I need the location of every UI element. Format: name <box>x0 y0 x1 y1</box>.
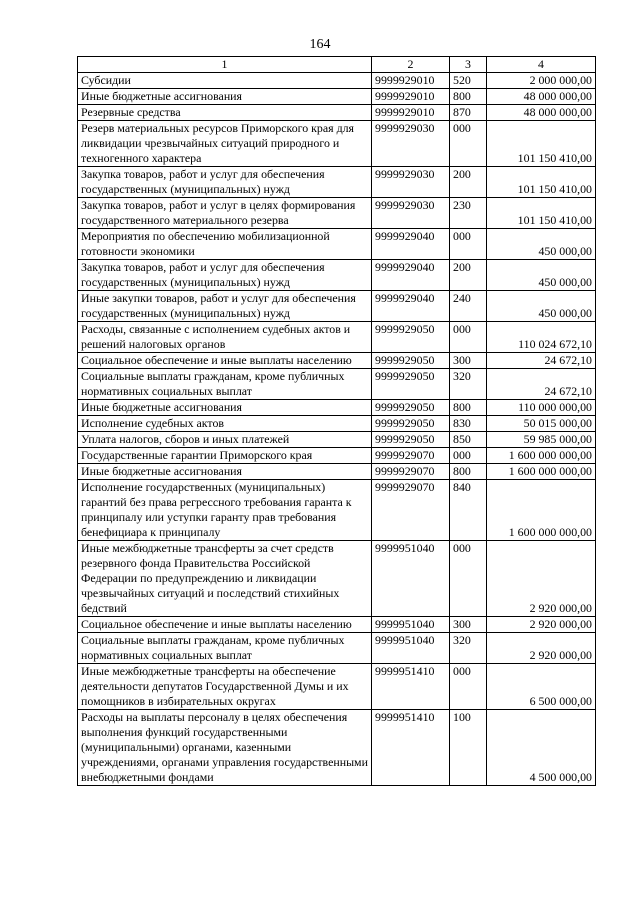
row-name-cell: Иные бюджетные ассигнования <box>78 400 372 416</box>
row-code-cell: 9999929070 <box>372 448 450 464</box>
row-type-cell: 000 <box>450 322 487 353</box>
row-code-cell: 9999929040 <box>372 229 450 260</box>
row-code-cell: 9999929010 <box>372 105 450 121</box>
row-code-cell: 9999951040 <box>372 633 450 664</box>
row-type-cell: 830 <box>450 416 487 432</box>
row-name-cell: Резервные средства <box>78 105 372 121</box>
row-type-cell: 800 <box>450 400 487 416</box>
row-name-cell: Иные бюджетные ассигнования <box>78 89 372 105</box>
row-name-cell: Иные межбюджетные трансферты на обеспечение деятельности депутатов Государственной Думы и их помощников в избирательных округах <box>78 664 372 710</box>
row-type-cell: 000 <box>450 448 487 464</box>
row-code-cell: 9999929050 <box>372 432 450 448</box>
row-name-cell: Социальное обеспечение и иные выплаты населению <box>78 617 372 633</box>
row-amount-cell: 2 920 000,00 <box>487 617 596 633</box>
row-name-cell: Государственные гарантии Приморского края <box>78 448 372 464</box>
row-type-cell: 100 <box>450 710 487 786</box>
table-row <box>78 322 596 353</box>
row-name-cell: Закупка товаров, работ и услуг для обеспечения государственных (муниципальных) нужд <box>78 260 372 291</box>
row-amount-cell: 48 000 000,00 <box>487 105 596 121</box>
row-amount-cell: 2 000 000,00 <box>487 73 596 89</box>
table-row <box>78 617 596 633</box>
row-type-cell: 870 <box>450 105 487 121</box>
table-row <box>78 464 596 480</box>
row-amount-cell: 450 000,00 <box>487 260 596 291</box>
row-code-cell: 9999951410 <box>372 710 450 786</box>
row-type-cell: 320 <box>450 369 487 400</box>
row-name-cell: Социальные выплаты гражданам, кроме публичных нормативных социальных выплат <box>78 369 372 400</box>
row-code-cell: 9999929010 <box>372 73 450 89</box>
row-name-cell: Расходы, связанные с исполнением судебных актов и решений налоговых органов <box>78 322 372 353</box>
row-amount-cell: 450 000,00 <box>487 229 596 260</box>
row-amount-cell: 110 024 672,10 <box>487 322 596 353</box>
row-code-cell: 9999929050 <box>372 322 450 353</box>
table-row <box>78 198 596 229</box>
row-amount-cell: 48 000 000,00 <box>487 89 596 105</box>
row-code-cell: 9999929050 <box>372 369 450 400</box>
row-name-cell: Социальные выплаты гражданам, кроме публичных нормативных социальных выплат <box>78 633 372 664</box>
header-cell: 1 <box>78 57 372 73</box>
table-row <box>78 369 596 400</box>
row-amount-cell: 1 600 000 000,00 <box>487 448 596 464</box>
row-name-cell: Расходы на выплаты персоналу в целях обеспечения выполнения функций государственными (муниципальными) органами, казенными учреждениями, органами управления государственными внебюджетными фондами <box>78 710 372 786</box>
row-amount-cell: 2 920 000,00 <box>487 541 596 617</box>
row-amount-cell: 101 150 410,00 <box>487 121 596 167</box>
header-cell: 4 <box>487 57 596 73</box>
row-code-cell: 9999929030 <box>372 198 450 229</box>
header-cell: 2 <box>372 57 450 73</box>
row-amount-cell: 50 015 000,00 <box>487 416 596 432</box>
row-type-cell: 300 <box>450 353 487 369</box>
table-row <box>78 416 596 432</box>
row-amount-cell: 6 500 000,00 <box>487 664 596 710</box>
row-type-cell: 320 <box>450 633 487 664</box>
table-row <box>78 400 596 416</box>
row-type-cell: 240 <box>450 291 487 322</box>
table-header-row <box>78 57 596 73</box>
row-amount-cell: 2 920 000,00 <box>487 633 596 664</box>
row-type-cell: 840 <box>450 480 487 541</box>
table-row <box>78 448 596 464</box>
row-code-cell: 9999951040 <box>372 617 450 633</box>
row-name-cell: Иные межбюджетные трансферты за счет средств резервного фонда Правительства Российской Федерации по предупреждению и ликвидации чрезвычайных ситуаций и последствий стихийных бедствий <box>78 541 372 617</box>
table-row <box>78 167 596 198</box>
row-name-cell: Закупка товаров, работ и услуг для обеспечения государственных (муниципальных) нужд <box>78 167 372 198</box>
row-type-cell: 520 <box>450 73 487 89</box>
table-row <box>78 89 596 105</box>
table-row <box>78 291 596 322</box>
row-amount-cell: 24 672,10 <box>487 353 596 369</box>
row-type-cell: 200 <box>450 260 487 291</box>
row-type-cell: 800 <box>450 89 487 105</box>
row-amount-cell: 450 000,00 <box>487 291 596 322</box>
table-row <box>78 105 596 121</box>
row-name-cell: Иные закупки товаров, работ и услуг для обеспечения государственных (муниципальных) нужд <box>78 291 372 322</box>
table-row <box>78 664 596 710</box>
table-row <box>78 121 596 167</box>
row-type-cell: 300 <box>450 617 487 633</box>
row-type-cell: 000 <box>450 229 487 260</box>
table-row <box>78 353 596 369</box>
row-code-cell: 9999929010 <box>372 89 450 105</box>
row-amount-cell: 4 500 000,00 <box>487 710 596 786</box>
table-row <box>78 73 596 89</box>
row-amount-cell: 101 150 410,00 <box>487 198 596 229</box>
row-name-cell: Исполнение судебных актов <box>78 416 372 432</box>
row-type-cell: 200 <box>450 167 487 198</box>
row-code-cell: 9999951410 <box>372 664 450 710</box>
budget-table <box>77 56 596 786</box>
row-amount-cell: 1 600 000 000,00 <box>487 464 596 480</box>
row-name-cell: Закупка товаров, работ и услуг в целях формирования государственного материального резерва <box>78 198 372 229</box>
row-code-cell: 9999929030 <box>372 167 450 198</box>
table-row <box>78 480 596 541</box>
table-body <box>78 73 596 786</box>
row-name-cell: Уплата налогов, сборов и иных платежей <box>78 432 372 448</box>
row-amount-cell: 59 985 000,00 <box>487 432 596 448</box>
table-row <box>78 260 596 291</box>
row-type-cell: 850 <box>450 432 487 448</box>
row-code-cell: 9999929050 <box>372 400 450 416</box>
row-name-cell: Резерв материальных ресурсов Приморского края для ликвидации чрезвычайных ситуаций природного и техногенного характера <box>78 121 372 167</box>
row-type-cell: 000 <box>450 121 487 167</box>
row-type-cell: 800 <box>450 464 487 480</box>
row-type-cell: 000 <box>450 664 487 710</box>
row-code-cell: 9999929070 <box>372 480 450 541</box>
row-type-cell: 000 <box>450 541 487 617</box>
table-row <box>78 541 596 617</box>
row-code-cell: 9999929030 <box>372 121 450 167</box>
row-name-cell: Социальное обеспечение и иные выплаты населению <box>78 353 372 369</box>
row-name-cell: Мероприятия по обеспечению мобилизационной готовности экономики <box>78 229 372 260</box>
row-name-cell: Иные бюджетные ассигнования <box>78 464 372 480</box>
row-code-cell: 9999929040 <box>372 291 450 322</box>
table-row <box>78 229 596 260</box>
row-amount-cell: 1 600 000 000,00 <box>487 480 596 541</box>
row-code-cell: 9999929040 <box>372 260 450 291</box>
header-cell: 3 <box>450 57 487 73</box>
page-number: 164 <box>309 37 331 52</box>
row-code-cell: 9999929070 <box>372 464 450 480</box>
row-name-cell: Субсидии <box>78 73 372 89</box>
row-type-cell: 230 <box>450 198 487 229</box>
table-row <box>78 432 596 448</box>
row-amount-cell: 24 672,10 <box>487 369 596 400</box>
row-amount-cell: 101 150 410,00 <box>487 167 596 198</box>
table-row <box>78 633 596 664</box>
row-code-cell: 9999929050 <box>372 416 450 432</box>
row-amount-cell: 110 000 000,00 <box>487 400 596 416</box>
row-name-cell: Исполнение государственных (муниципальных) гарантий без права регрессного требования гаранта к принципалу или уступки гаранту прав требования бенефициара к принципалу <box>78 480 372 541</box>
table-row <box>78 710 596 786</box>
row-code-cell: 9999929050 <box>372 353 450 369</box>
row-code-cell: 9999951040 <box>372 541 450 617</box>
